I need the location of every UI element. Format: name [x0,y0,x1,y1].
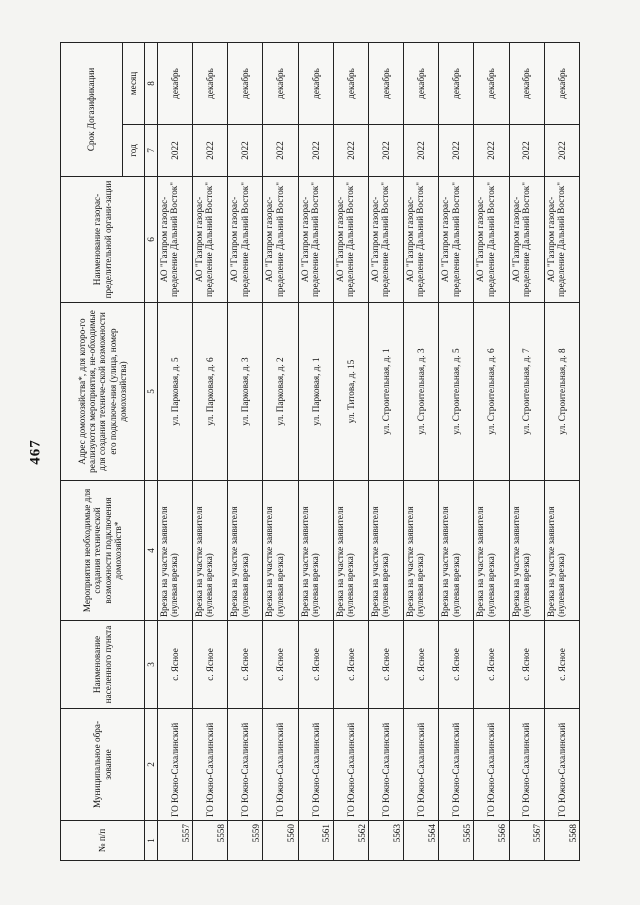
municipality-cell: ГО Южно-Сахалинский [193,709,228,821]
address-cell: ул. Парковая, д. 3 [228,303,263,481]
organization-cell: АО "Газпром газорас-пределение Дальний Восток" [333,177,368,303]
organization-cell: АО "Газпром газорас-пределение Дальний Восток" [228,177,263,303]
year-cell: 2022 [263,125,298,177]
table-row [228,42,263,860]
organization-cell: АО "Газпром газорас-пределение Дальний Восток" [263,177,298,303]
event-cell: Врезка на участке заявителя (нулевая врезка) [298,481,333,621]
month-cell: декабрь [439,42,474,124]
row-number: 5561 [298,821,333,861]
event-cell: Врезка на участке заявителя (нулевая врезка) [263,481,298,621]
index-cell: 1 [145,821,158,861]
month-cell: декабрь [193,42,228,124]
address-cell: ул. Строительная, д. 7 [509,303,544,481]
row-number: 5564 [404,821,439,861]
event-cell: Врезка на участке заявителя (нулевая врезка) [158,481,193,621]
header-address: Адрес домохозяйства*, для которо-го реализуются мероприятия, не-обходимые для создания техниче-ской возможности его подключе-ния (улица, номер домохозяйства) [61,303,145,481]
address-cell: ул. Строительная, д. 3 [404,303,439,481]
month-cell: декабрь [474,42,509,124]
municipality-cell: ГО Южно-Сахалинский [158,709,193,821]
month-cell: декабрь [509,42,544,124]
address-cell: ул. Парковая, д. 6 [193,303,228,481]
municipality-cell: ГО Южно-Сахалинский [368,709,403,821]
organization-cell: АО "Газпром газорас-пределение Дальний Восток" [544,177,579,303]
settlement-cell: с. Ясное [193,621,228,709]
header-num: № п/п [61,821,145,861]
address-cell: ул. Парковая, д. 1 [298,303,333,481]
header-organization: Наименование газорас-пределительной органи-зации [61,177,145,303]
month-cell: декабрь [404,42,439,124]
settlement-cell: с. Ясное [158,621,193,709]
organization-cell: АО "Газпром газорас-пределение Дальний Восток" [298,177,333,303]
table-row [544,42,579,860]
year-cell: 2022 [404,125,439,177]
year-cell: 2022 [368,125,403,177]
settlement-cell: с. Ясное [333,621,368,709]
row-number: 5567 [509,821,544,861]
year-cell: 2022 [439,125,474,177]
month-cell: декабрь [333,42,368,124]
year-cell: 2022 [228,125,263,177]
settlement-cell: с. Ясное [509,621,544,709]
index-row [145,42,158,860]
year-cell: 2022 [544,125,579,177]
address-cell: ул. Титова, д. 15 [333,303,368,481]
gasification-table [60,42,580,861]
header-row [61,42,123,860]
header-month: месяц [123,42,145,124]
table-row [333,42,368,860]
municipality-cell: ГО Южно-Сахалинский [228,709,263,821]
settlement-cell: с. Ясное [439,621,474,709]
row-number: 5563 [368,821,403,861]
index-cell: 8 [145,42,158,124]
municipality-cell: ГО Южно-Сахалинский [439,709,474,821]
table-body [158,42,580,860]
index-cell: 7 [145,125,158,177]
table-row [193,42,228,860]
organization-cell: АО "Газпром газорас-пределение Дальний Восток" [509,177,544,303]
municipality-cell: ГО Южно-Сахалинский [263,709,298,821]
address-cell: ул. Строительная, д. 5 [439,303,474,481]
index-cell: 4 [145,481,158,621]
settlement-cell: с. Ясное [298,621,333,709]
settlement-cell: с. Ясное [368,621,403,709]
event-cell: Врезка на участке заявителя (нулевая врезка) [474,481,509,621]
table-row [509,42,544,860]
table-row [263,42,298,860]
address-cell: ул. Парковая, д. 2 [263,303,298,481]
month-cell: декабрь [298,42,333,124]
settlement-cell: с. Ясное [263,621,298,709]
row-number: 5559 [228,821,263,861]
table-row [439,42,474,860]
header-settlement: Наименование населенного пункта [61,621,145,709]
index-cell: 5 [145,303,158,481]
month-cell: декабрь [544,42,579,124]
header-municipality: Муниципальное обра-зование [61,709,145,821]
address-cell: ул. Строительная, д. 8 [544,303,579,481]
table-row [404,42,439,860]
organization-cell: АО "Газпром газорас-пределение Дальний Восток" [368,177,403,303]
year-cell: 2022 [474,125,509,177]
municipality-cell: ГО Южно-Сахалинский [509,709,544,821]
event-cell: Врезка на участке заявителя (нулевая врезка) [509,481,544,621]
municipality-cell: ГО Южно-Сахалинский [544,709,579,821]
year-cell: 2022 [298,125,333,177]
month-cell: декабрь [158,42,193,124]
municipality-cell: ГО Южно-Сахалинский [404,709,439,821]
settlement-cell: с. Ясное [544,621,579,709]
year-cell: 2022 [193,125,228,177]
row-number: 5557 [158,821,193,861]
organization-cell: АО "Газпром газорас-пределение Дальний Восток" [404,177,439,303]
municipality-cell: ГО Южно-Сахалинский [474,709,509,821]
index-cell: 3 [145,621,158,709]
table-row [474,42,509,860]
settlement-cell: с. Ясное [228,621,263,709]
year-cell: 2022 [509,125,544,177]
index-cell: 6 [145,177,158,303]
event-cell: Врезка на участке заявителя (нулевая врезка) [544,481,579,621]
event-cell: Врезка на участке заявителя (нулевая врезка) [333,481,368,621]
row-number: 5558 [193,821,228,861]
year-cell: 2022 [333,125,368,177]
row-number: 5562 [333,821,368,861]
event-cell: Врезка на участке заявителя (нулевая врезка) [439,481,474,621]
table-row [298,42,333,860]
header-deadline: Срок Догазификации [61,42,123,176]
row-number: 5566 [474,821,509,861]
table-row [368,42,403,860]
rotated-table-container [60,43,580,861]
settlement-cell: с. Ясное [404,621,439,709]
index-cell: 2 [145,709,158,821]
municipality-cell: ГО Южно-Сахалинский [333,709,368,821]
event-cell: Врезка на участке заявителя (нулевая врезка) [193,481,228,621]
municipality-cell: ГО Южно-Сахалинский [298,709,333,821]
table-row [158,42,193,860]
address-cell: ул. Парковая, д. 5 [158,303,193,481]
page-number: 467 [27,439,44,465]
header-year: год [123,125,145,177]
organization-cell: АО "Газпром газорас-пределение Дальний Восток" [158,177,193,303]
row-number: 5568 [544,821,579,861]
month-cell: декабрь [368,42,403,124]
year-cell: 2022 [158,125,193,177]
month-cell: декабрь [263,42,298,124]
organization-cell: АО "Газпром газорас-пределение Дальний Восток" [439,177,474,303]
row-number: 5560 [263,821,298,861]
address-cell: ул. Строительная, д. 1 [368,303,403,481]
event-cell: Врезка на участке заявителя (нулевая врезка) [228,481,263,621]
address-cell: ул. Строительная, д. 6 [474,303,509,481]
event-cell: Врезка на участке заявителя (нулевая врезка) [404,481,439,621]
event-cell: Врезка на участке заявителя (нулевая врезка) [368,481,403,621]
row-number: 5565 [439,821,474,861]
header-event: Мероприятия необходимые для создания технической возможности подключения домохозяйств* [61,481,145,621]
settlement-cell: с. Ясное [474,621,509,709]
month-cell: декабрь [228,42,263,124]
organization-cell: АО "Газпром газорас-пределение Дальний Восток" [474,177,509,303]
organization-cell: АО "Газпром газорас-пределение Дальний Восток" [193,177,228,303]
